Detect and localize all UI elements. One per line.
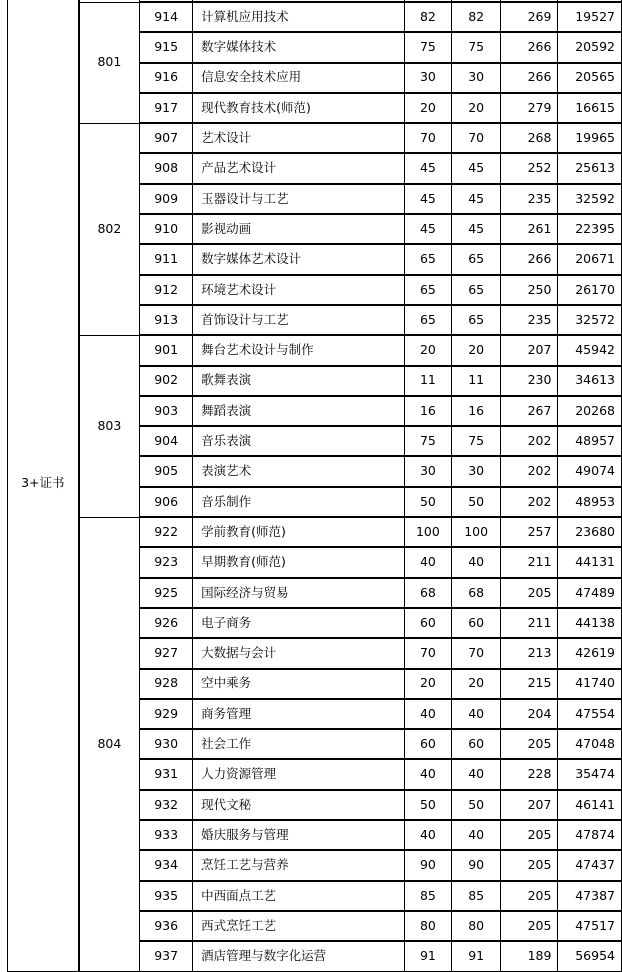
group-code-cell: 801	[79, 2, 140, 123]
rank-cell: 35474	[558, 759, 622, 789]
plan-cell-2: 68	[452, 578, 501, 608]
major-code-cell: 913	[140, 305, 193, 335]
rank-cell: 46141	[558, 790, 622, 820]
plan-cell-2: 40	[452, 699, 501, 729]
plan-cell-2: 20	[452, 93, 501, 123]
major-name-cell: 学前教育(师范)	[193, 517, 405, 547]
plan-cell: 16	[404, 396, 451, 426]
major-name-cell: 中西面点工艺	[193, 881, 405, 911]
major-name-cell: 人力资源管理	[193, 759, 405, 789]
plan-cell-2: 70	[452, 123, 501, 153]
major-code-cell: 934	[140, 850, 193, 880]
plan-cell-2: 50	[452, 790, 501, 820]
plan-cell: 50	[404, 487, 451, 517]
score-cell: 205	[501, 729, 558, 759]
score-cell: 266	[501, 244, 558, 274]
major-name-cell: 环境艺术设计	[193, 275, 405, 305]
plan-cell: 40	[404, 699, 451, 729]
rank-cell: 47489	[558, 578, 622, 608]
score-cell: 207	[501, 790, 558, 820]
major-name-cell: 早期教育(师范)	[193, 547, 405, 577]
plan-cell: 20	[404, 93, 451, 123]
plan-cell: 91	[404, 941, 451, 971]
table-row	[8, 335, 622, 365]
rank-cell: 16615	[558, 93, 622, 123]
rank-cell: 20592	[558, 32, 622, 62]
plan-cell-2: 90	[452, 850, 501, 880]
major-code-cell: 906	[140, 487, 193, 517]
rank-cell: 47387	[558, 881, 622, 911]
major-code-cell: 917	[140, 93, 193, 123]
plan-cell: 82	[404, 2, 451, 32]
major-name-cell: 音乐制作	[193, 487, 405, 517]
major-code-cell: 923	[140, 547, 193, 577]
major-code-cell: 915	[140, 32, 193, 62]
category-cell: 3+证书	[8, 0, 79, 971]
major-code-cell: 928	[140, 669, 193, 699]
rank-cell: 41740	[558, 669, 622, 699]
rank-cell: 26170	[558, 275, 622, 305]
rank-cell: 56954	[558, 941, 622, 971]
major-name-cell: 艺术设计	[193, 123, 405, 153]
major-name-cell: 国际经济与贸易	[193, 578, 405, 608]
plan-cell: 65	[404, 244, 451, 274]
table-body	[8, 0, 622, 971]
plan-cell: 40	[404, 759, 451, 789]
plan-cell-2: 100	[452, 517, 501, 547]
table-row	[8, 2, 622, 32]
rank-cell: 47554	[558, 699, 622, 729]
rank-cell: 49074	[558, 456, 622, 486]
table-row	[8, 123, 622, 153]
major-name-cell: 计算机应用技术	[193, 2, 405, 32]
score-cell: 205	[501, 881, 558, 911]
major-code-cell: 916	[140, 63, 193, 93]
major-name-cell: 歌舞表演	[193, 366, 405, 396]
score-cell: 250	[501, 275, 558, 305]
plan-cell: 70	[404, 638, 451, 668]
plan-cell-2: 50	[452, 487, 501, 517]
major-code-cell: 931	[140, 759, 193, 789]
major-name-cell: 信息安全技术应用	[193, 63, 405, 93]
score-cell: 202	[501, 487, 558, 517]
plan-cell-2: 65	[452, 244, 501, 274]
major-code-cell: 901	[140, 335, 193, 365]
score-cell: 189	[501, 941, 558, 971]
score-cell: 215	[501, 669, 558, 699]
rank-cell: 47874	[558, 820, 622, 850]
rank-cell: 19527	[558, 2, 622, 32]
major-name-cell: 产品艺术设计	[193, 153, 405, 183]
score-cell: 205	[501, 911, 558, 941]
plan-cell: 45	[404, 184, 451, 214]
rank-cell: 23680	[558, 517, 622, 547]
plan-cell: 100	[404, 517, 451, 547]
score-cell: 252	[501, 153, 558, 183]
major-code-cell: 937	[140, 941, 193, 971]
score-cell: 213	[501, 638, 558, 668]
plan-cell-2: 20	[452, 669, 501, 699]
major-name-cell: 社会工作	[193, 729, 405, 759]
rank-cell: 47517	[558, 911, 622, 941]
plan-cell-2: 30	[452, 456, 501, 486]
rank-cell: 22395	[558, 214, 622, 244]
major-code-cell: 905	[140, 456, 193, 486]
rank-cell: 45942	[558, 335, 622, 365]
major-code-cell: 903	[140, 396, 193, 426]
plan-cell: 45	[404, 153, 451, 183]
plan-cell-2: 20	[452, 335, 501, 365]
plan-cell: 60	[404, 608, 451, 638]
plan-cell: 60	[404, 729, 451, 759]
rank-cell: 34613	[558, 366, 622, 396]
plan-cell: 11	[404, 366, 451, 396]
plan-cell: 50	[404, 790, 451, 820]
score-cell: 257	[501, 517, 558, 547]
score-cell: 267	[501, 396, 558, 426]
plan-cell-2: 45	[452, 153, 501, 183]
score-cell: 204	[501, 699, 558, 729]
plan-cell: 75	[404, 32, 451, 62]
plan-cell-2: 91	[452, 941, 501, 971]
major-code-cell: 932	[140, 790, 193, 820]
major-code-cell: 927	[140, 638, 193, 668]
plan-cell: 65	[404, 275, 451, 305]
plan-cell: 30	[404, 456, 451, 486]
plan-cell-2: 40	[452, 820, 501, 850]
score-cell: 207	[501, 335, 558, 365]
admission-table	[7, 0, 622, 972]
major-code-cell: 908	[140, 153, 193, 183]
plan-cell-2: 16	[452, 396, 501, 426]
score-cell: 266	[501, 63, 558, 93]
score-cell: 205	[501, 820, 558, 850]
plan-cell-2: 70	[452, 638, 501, 668]
rank-cell: 48957	[558, 426, 622, 456]
major-name-cell: 数字媒体技术	[193, 32, 405, 62]
major-code-cell: 911	[140, 244, 193, 274]
major-name-cell: 现代教育技术(师范)	[193, 93, 405, 123]
plan-cell-2: 85	[452, 881, 501, 911]
major-name-cell: 数字媒体艺术设计	[193, 244, 405, 274]
rank-cell: 20671	[558, 244, 622, 274]
major-name-cell: 玉器设计与工艺	[193, 184, 405, 214]
plan-cell: 20	[404, 669, 451, 699]
major-name-cell: 音乐表演	[193, 426, 405, 456]
major-code-cell: 904	[140, 426, 193, 456]
plan-cell-2: 75	[452, 426, 501, 456]
rank-cell: 20565	[558, 63, 622, 93]
plan-cell-2: 11	[452, 366, 501, 396]
score-cell: 202	[501, 456, 558, 486]
major-name-cell: 现代文秘	[193, 790, 405, 820]
major-name-cell: 表演艺术	[193, 456, 405, 486]
rank-cell: 47048	[558, 729, 622, 759]
score-cell: 205	[501, 850, 558, 880]
plan-cell-2: 45	[452, 184, 501, 214]
rank-cell: 42619	[558, 638, 622, 668]
plan-cell-2: 75	[452, 32, 501, 62]
major-code-cell: 933	[140, 820, 193, 850]
major-code-cell: 907	[140, 123, 193, 153]
score-cell: 235	[501, 305, 558, 335]
plan-cell: 75	[404, 426, 451, 456]
plan-cell-2: 80	[452, 911, 501, 941]
plan-cell-2: 82	[452, 2, 501, 32]
rank-cell: 20268	[558, 396, 622, 426]
major-code-cell: 912	[140, 275, 193, 305]
group-code-cell: 803	[79, 335, 140, 517]
major-code-cell: 926	[140, 608, 193, 638]
score-cell: 211	[501, 547, 558, 577]
score-cell: 228	[501, 759, 558, 789]
plan-cell-2: 30	[452, 63, 501, 93]
major-code-cell: 925	[140, 578, 193, 608]
major-name-cell: 大数据与会计	[193, 638, 405, 668]
plan-cell-2: 45	[452, 214, 501, 244]
rank-cell: 19965	[558, 123, 622, 153]
plan-cell: 68	[404, 578, 451, 608]
plan-cell: 85	[404, 881, 451, 911]
plan-cell: 20	[404, 335, 451, 365]
rank-cell: 47437	[558, 850, 622, 880]
major-name-cell: 酒店管理与数字化运营	[193, 941, 405, 971]
plan-cell: 65	[404, 305, 451, 335]
major-name-cell: 婚庆服务与管理	[193, 820, 405, 850]
rank-cell: 44131	[558, 547, 622, 577]
score-cell: 268	[501, 123, 558, 153]
rank-cell: 25613	[558, 153, 622, 183]
major-code-cell: 902	[140, 366, 193, 396]
plan-cell-2: 40	[452, 759, 501, 789]
score-cell: 230	[501, 366, 558, 396]
major-code-cell: 930	[140, 729, 193, 759]
plan-cell: 45	[404, 214, 451, 244]
score-cell: 279	[501, 93, 558, 123]
plan-cell-2: 65	[452, 305, 501, 335]
major-name-cell: 舞蹈表演	[193, 396, 405, 426]
major-name-cell: 烹饪工艺与营养	[193, 850, 405, 880]
group-code-cell: 802	[79, 123, 140, 335]
major-code-cell: 935	[140, 881, 193, 911]
score-cell: 269	[501, 2, 558, 32]
score-cell: 261	[501, 214, 558, 244]
score-cell: 205	[501, 578, 558, 608]
rank-cell: 48953	[558, 487, 622, 517]
rank-cell: 32592	[558, 184, 622, 214]
major-code-cell: 929	[140, 699, 193, 729]
plan-cell-2: 60	[452, 729, 501, 759]
plan-cell: 80	[404, 911, 451, 941]
major-name-cell: 电子商务	[193, 608, 405, 638]
major-name-cell: 首饰设计与工艺	[193, 305, 405, 335]
plan-cell: 70	[404, 123, 451, 153]
plan-cell: 90	[404, 850, 451, 880]
major-name-cell: 影视动画	[193, 214, 405, 244]
group-code-cell: 804	[79, 517, 140, 971]
table-row	[8, 517, 622, 547]
plan-cell: 40	[404, 820, 451, 850]
score-cell: 266	[501, 32, 558, 62]
major-name-cell: 商务管理	[193, 699, 405, 729]
major-code-cell: 914	[140, 2, 193, 32]
major-code-cell: 936	[140, 911, 193, 941]
plan-cell-2: 40	[452, 547, 501, 577]
plan-cell-2: 65	[452, 275, 501, 305]
score-cell: 211	[501, 608, 558, 638]
major-name-cell: 空中乘务	[193, 669, 405, 699]
major-name-cell: 西式烹饪工艺	[193, 911, 405, 941]
major-code-cell: 922	[140, 517, 193, 547]
plan-cell: 40	[404, 547, 451, 577]
score-cell: 202	[501, 426, 558, 456]
score-cell: 235	[501, 184, 558, 214]
rank-cell: 32572	[558, 305, 622, 335]
plan-cell: 30	[404, 63, 451, 93]
rank-cell: 44138	[558, 608, 622, 638]
major-code-cell: 910	[140, 214, 193, 244]
major-name-cell: 舞台艺术设计与制作	[193, 335, 405, 365]
major-code-cell: 909	[140, 184, 193, 214]
plan-cell-2: 60	[452, 608, 501, 638]
